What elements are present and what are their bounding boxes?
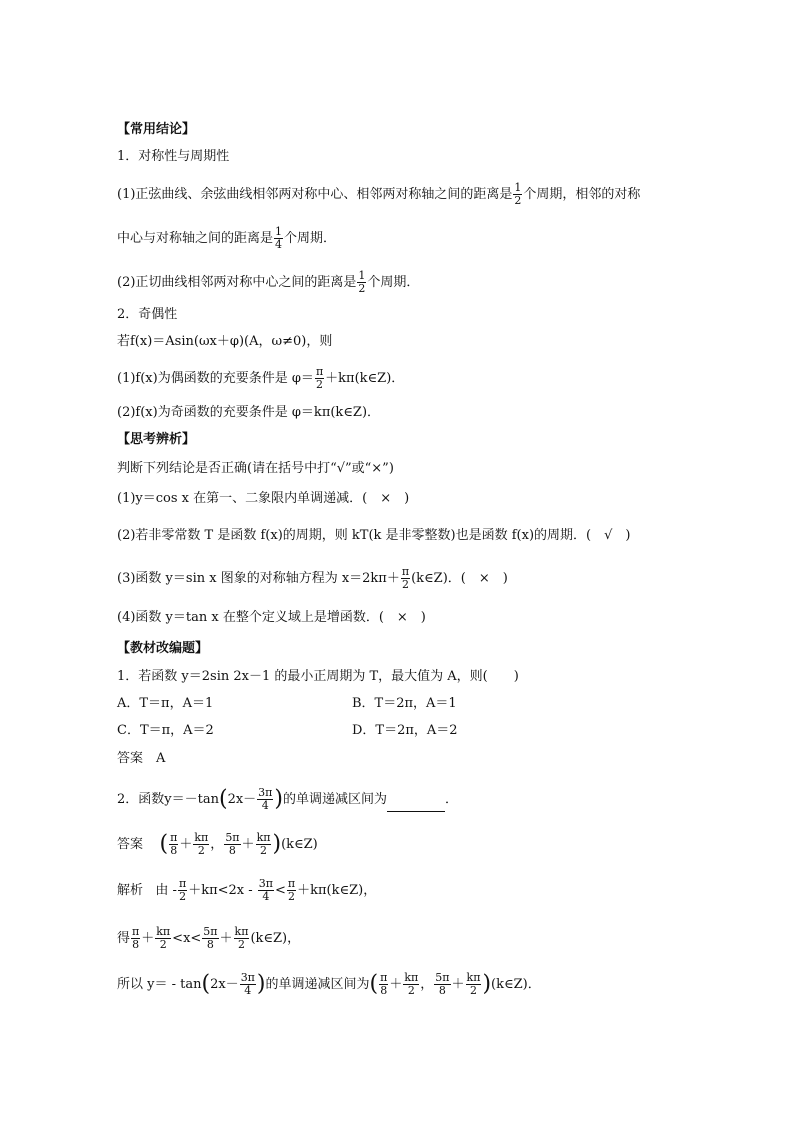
fraction-half: $\frac{1}{2}$: [358, 269, 366, 295]
symmetry-para-2: (2)正切曲线相邻两对称中心之间的距离是 $\frac{1}{2}$ 个周期．: [117, 269, 420, 295]
option-a: A．T＝π，A＝1: [117, 696, 214, 711]
fraction-kpi-over-2: $\frac{k\pi}{2}$: [234, 925, 249, 951]
fraction-quarter: $\frac{1}{4}$: [275, 225, 283, 251]
judge-item-2: (2)若非零常数 T 是函数 f(x)的周期，则 kT(k 是非零整数)也是函数 f(x)的周期．( √ ): [117, 528, 631, 543]
symmetry-title: 1．对称性与周期性: [117, 149, 230, 164]
section-heading-thinking: 【思考辨析】: [117, 432, 196, 447]
judge-item-1: (1)y＝cos x 在第一、二象限内单调递减．( × ): [117, 491, 410, 506]
parity-odd: (2)f(x)为奇函数的充要条件是 φ＝kπ(k∈Z)．: [117, 405, 381, 420]
section-heading-textbook: 【教材改编题】: [117, 641, 209, 656]
parity-title: 2．奇偶性: [117, 307, 178, 322]
fraction-3pi-over-4: $\frac{3\pi}{4}$: [258, 786, 273, 812]
option-c: C．T＝π，A＝2: [117, 723, 214, 738]
fraction-pi-over-2: $\frac{\pi}{2}$: [178, 877, 187, 903]
option-d: D．T＝2π，A＝2: [352, 723, 458, 738]
option-b: B．T＝2π，A＝1: [352, 696, 457, 711]
parity-condition: 若f(x)＝Asin(ωx＋φ)(A，ω≠0)，则: [117, 334, 333, 349]
solution-line-2: 得 $\frac{\pi}{8}$ ＋ $\frac{k\pi}{2}$ <x< $\frac{5\pi}{8}$ ＋ $\frac{k\pi}{2}$ (k∈Z)，: [117, 925, 301, 951]
fraction-3pi-over-4: $\frac{3\pi}{4}$: [258, 877, 273, 903]
fraction-pi-over-8: $\frac{\pi}{8}$: [170, 831, 178, 857]
fraction-pi-over-2: $\frac{\pi}{2}$: [315, 365, 324, 391]
symmetry-para-1: (1)正弦曲线、余弦曲线相邻两对称中心、相邻两对称轴之间的距离是 $\frac{1}{2}$ 个周期，相邻的对称: [117, 181, 641, 207]
fraction-pi-over-2: $\frac{\pi}{2}$: [401, 565, 410, 591]
judge-prompt: 判断下列结论是否正确(请在括号中打“√”或“×”): [117, 461, 394, 476]
fraction-3pi-over-4: $\frac{3\pi}{4}$: [240, 971, 255, 997]
question-2: 2．函数y＝－tan(2x－ $\frac{3\pi}{4}$ )的单调递减区间为 ．: [117, 786, 459, 812]
judge-item-4: (4)函数 y＝tan x 在整个定义域上是增函数．( × ): [117, 610, 426, 625]
fraction-5pi-over-8: $\frac{5\pi}{8}$: [225, 831, 240, 857]
fraction-kpi-over-2: $\frac{k\pi}{2}$: [194, 831, 209, 857]
fraction-kpi-over-2: $\frac{k\pi}{2}$: [404, 971, 419, 997]
fraction-5pi-over-8: $\frac{5\pi}{8}$: [435, 971, 450, 997]
fraction-5pi-over-8: $\frac{5\pi}{8}$: [203, 925, 218, 951]
fraction-pi-over-8: $\frac{\pi}{8}$: [380, 971, 388, 997]
fraction-half: $\frac{1}{2}$: [514, 181, 522, 207]
judge-item-3: (3)函数 y＝sin x 图象的对称轴方程为 x＝2kπ＋ $\frac{\pi}{2}$ (k∈Z)．( × ): [117, 565, 508, 591]
solution-line-3: 所以 y＝ - tan(2x－ $\frac{3\pi}{4}$ )的单调递减区间为( $\frac{\pi}{8}$ ＋ $\frac{k\pi}{2}$ ， $\frac{5\pi}{8}$ ＋ $\frac{k\pi}{2}$ )(k∈Z)．: [117, 971, 541, 997]
solution-line-1: 解析 由 - $\frac{\pi}{2}$ ＋kπ<2x - $\frac{3\pi}{4}$ < $\frac{\pi}{2}$ ＋kπ(k∈Z)，: [117, 877, 377, 903]
parity-even: (1)f(x)为偶函数的充要条件是 φ＝ $\frac{\pi}{2}$ ＋kπ(k∈Z)．: [117, 365, 405, 391]
symmetry-para-1-cont: 中心与对称轴之间的距离是 $\frac{1}{4}$ 个周期．: [117, 225, 337, 251]
fraction-kpi-over-2: $\frac{k\pi}{2}$: [256, 831, 271, 857]
answer-blank: [387, 797, 445, 812]
fraction-pi-over-8: $\frac{\pi}{8}$: [132, 925, 140, 951]
section-heading-common-conclusions: 【常用结论】: [117, 122, 196, 137]
answer-1: 答案 A: [117, 751, 166, 766]
fraction-kpi-over-2: $\frac{k\pi}{2}$: [156, 925, 171, 951]
question-1: 1．若函数 y＝2sin 2x－1 的最小正周期为 T，最大值为 A，则( ): [117, 669, 519, 684]
answer-2: 答案 ( $\frac{\pi}{8}$ ＋ $\frac{k\pi}{2}$ ， $\frac{5\pi}{8}$ ＋ $\frac{k\pi}{2}$ )(k∈Z): [117, 831, 318, 857]
fraction-kpi-over-2: $\frac{k\pi}{2}$: [466, 971, 481, 997]
fraction-pi-over-2: $\frac{\pi}{2}$: [287, 877, 296, 903]
